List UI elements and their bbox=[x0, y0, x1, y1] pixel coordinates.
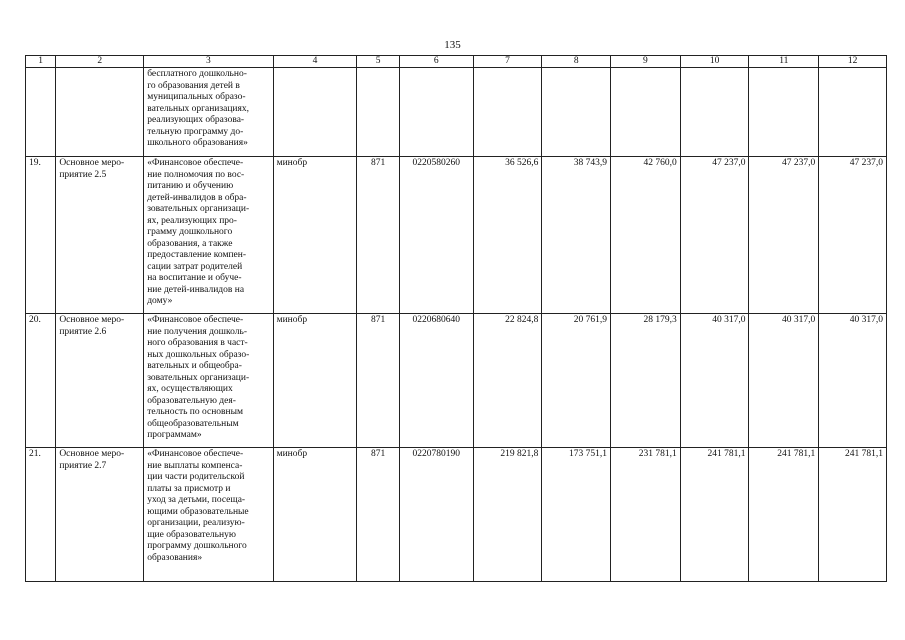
page-number: 135 bbox=[444, 39, 461, 51]
column-header: 12 bbox=[819, 56, 887, 68]
value-col10: 40 317,0 bbox=[680, 314, 749, 448]
value-col9: 42 760,0 bbox=[611, 157, 681, 314]
column-header: 8 bbox=[542, 56, 611, 68]
column-header: 4 bbox=[273, 56, 357, 68]
table-row bbox=[26, 157, 887, 314]
value-col8: 38 743,9 bbox=[542, 157, 611, 314]
measure-name: Основное меро- приятие 2.6 bbox=[56, 314, 144, 448]
value-col10 bbox=[680, 68, 749, 157]
value-col7: 219 821,8 bbox=[473, 448, 542, 582]
code: 871 bbox=[357, 157, 399, 314]
value-col12: 241 781,1 bbox=[819, 448, 887, 582]
value-col11: 47 237,0 bbox=[749, 157, 819, 314]
row-number bbox=[26, 68, 56, 157]
column-header: 9 bbox=[611, 56, 681, 68]
measure-name: Основное меро- приятие 2.5 bbox=[56, 157, 144, 314]
table-row bbox=[26, 448, 887, 582]
value-col7 bbox=[473, 68, 542, 157]
value-col12: 40 317,0 bbox=[819, 314, 887, 448]
value-col8 bbox=[542, 68, 611, 157]
agency: минобр bbox=[273, 448, 357, 582]
column-header: 6 bbox=[399, 56, 473, 68]
measure-description: «Финансовое обеспече- ние получения дошколь- ного образования в част- ных дошкольных образо- вательных и общеобра- зовательных организаци- ях, осуществляющих образовательную дея- тельность по основным общеобразовательным программам» bbox=[144, 314, 273, 448]
budget-classification bbox=[399, 68, 473, 157]
measure-description: «Финансовое обеспече- ние выплаты компенса- ции части родительской платы за присмотр и уход за детьми, посеща- ющими образовательные организации, реализую- щие образовательную программу дошкольного образования» bbox=[144, 448, 273, 582]
column-header: 1 bbox=[26, 56, 56, 68]
agency: минобр bbox=[273, 157, 357, 314]
value-col12 bbox=[819, 68, 887, 157]
row-number: 20. bbox=[26, 314, 56, 448]
value-col7: 36 526,6 bbox=[473, 157, 542, 314]
column-header: 2 bbox=[56, 56, 144, 68]
budget-classification: 0220580260 bbox=[399, 157, 473, 314]
value-col9: 28 179,3 bbox=[611, 314, 681, 448]
table-row bbox=[26, 314, 887, 448]
row-number: 19. bbox=[26, 157, 56, 314]
value-col10: 47 237,0 bbox=[680, 157, 749, 314]
value-col9 bbox=[611, 68, 681, 157]
code: 871 bbox=[357, 448, 399, 582]
header-row bbox=[26, 56, 887, 68]
agency bbox=[273, 68, 357, 157]
value-col11 bbox=[749, 68, 819, 157]
budget-classification: 0220780190 bbox=[399, 448, 473, 582]
value-col12: 47 237,0 bbox=[819, 157, 887, 314]
budget-classification: 0220680640 bbox=[399, 314, 473, 448]
measure-description: «Финансовое обеспече- ние полномочия по вос- питанию и обучению детей-инвалидов в обра- зовательных организаци- ях, реализующих про- грамму дошкольного образования, а также предоставление компен- сации затрат родителей на воспитание и обуче- ние детей-инвалидов на дому» bbox=[144, 157, 273, 314]
value-col11: 241 781,1 bbox=[749, 448, 819, 582]
value-col11: 40 317,0 bbox=[749, 314, 819, 448]
column-header: 10 bbox=[680, 56, 749, 68]
budget-table bbox=[25, 55, 887, 582]
measure-description: бесплатного дошкольно- го образования детей в муниципальных образо- вательных организациях, реализующих образова- тельную программу до- школьного образования» bbox=[144, 68, 273, 157]
table-row bbox=[26, 68, 887, 157]
value-col8: 173 751,1 bbox=[542, 448, 611, 582]
value-col8: 20 761,9 bbox=[542, 314, 611, 448]
value-col7: 22 824,8 bbox=[473, 314, 542, 448]
column-header: 5 bbox=[357, 56, 399, 68]
column-header: 11 bbox=[749, 56, 819, 68]
row-number: 21. bbox=[26, 448, 56, 582]
column-header: 3 bbox=[144, 56, 273, 68]
agency: минобр bbox=[273, 314, 357, 448]
value-col10: 241 781,1 bbox=[680, 448, 749, 582]
column-header: 7 bbox=[473, 56, 542, 68]
code bbox=[357, 68, 399, 157]
measure-name bbox=[56, 68, 144, 157]
measure-name: Основное меро- приятие 2.7 bbox=[56, 448, 144, 582]
value-col9: 231 781,1 bbox=[611, 448, 681, 582]
code: 871 bbox=[357, 314, 399, 448]
